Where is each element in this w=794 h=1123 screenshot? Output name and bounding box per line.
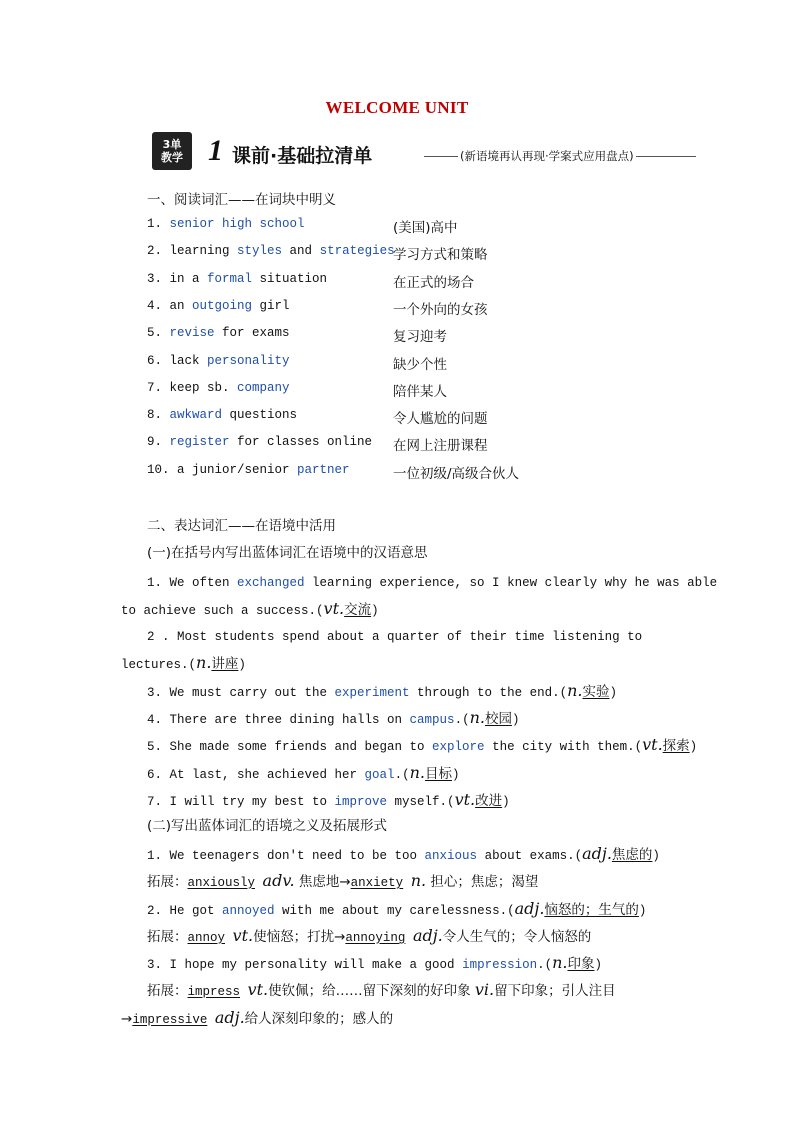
text-run: 7. I will try my best to xyxy=(147,795,335,809)
text-run: lack xyxy=(169,353,208,368)
banner-subtitle xyxy=(424,148,696,164)
keyword: experiment xyxy=(334,686,410,700)
keyword: awkward xyxy=(169,408,223,423)
text-run: vi. xyxy=(474,980,495,999)
item-number: 5. xyxy=(147,326,170,341)
keyword: formal xyxy=(207,271,253,286)
text-run: n. xyxy=(552,953,568,972)
vocab-phrase xyxy=(147,244,395,258)
extension-line xyxy=(147,843,660,863)
keyword: personality xyxy=(207,353,290,368)
vocab-meaning: 令人尴尬的问题 xyxy=(393,411,488,428)
text-run xyxy=(403,876,411,890)
text-run: 令人生气的；令人恼怒的 xyxy=(442,929,592,945)
text-run: to achieve such a success.( xyxy=(121,604,324,618)
sentence-line xyxy=(147,571,717,590)
text-run: for classes online xyxy=(229,435,373,450)
keyword: revise xyxy=(169,326,215,341)
vocab-phrase xyxy=(147,381,290,395)
section2-heading: 二、表达词汇——在语境中活用 xyxy=(147,518,336,534)
text-run xyxy=(225,931,233,945)
text-run: ) xyxy=(511,713,520,727)
vocab-meaning: 在网上注册课程 xyxy=(393,438,488,455)
keyword: register xyxy=(169,435,230,450)
answer-text: impress xyxy=(187,985,241,999)
text-run: 担心；焦虑；渴望 xyxy=(426,874,539,890)
answer-text: 实验 xyxy=(582,684,610,700)
text-run: about exams.( xyxy=(477,849,583,863)
section-banner xyxy=(152,132,712,172)
text-run: vt. xyxy=(232,926,254,945)
text-run: 拓展： xyxy=(147,874,188,890)
text-run: vt. xyxy=(323,599,345,618)
sentence-line-cont xyxy=(121,652,246,672)
text-run: questions xyxy=(222,408,298,423)
answer-text: anxiety xyxy=(350,876,404,890)
keyword: campus xyxy=(409,713,455,727)
extension-line xyxy=(147,898,646,918)
text-run: ) xyxy=(652,849,660,863)
vocab-meaning: (美国)高中 xyxy=(393,220,458,236)
text-run: 焦虑地→ xyxy=(294,874,351,890)
keyword: outgoing xyxy=(192,298,253,313)
section2-sub1: (一)在括号内写出蓝体词汇在语境中的汉语意思 xyxy=(147,545,428,561)
text-run xyxy=(405,931,413,945)
text-run: 3. We must carry out the xyxy=(147,686,335,700)
sentence-line xyxy=(147,680,617,700)
text-run: to xyxy=(619,630,643,644)
banner-subtitle-text: (新语境再认再现·学案式应用盘点) xyxy=(460,149,634,163)
text-run: ) xyxy=(238,658,246,672)
answer-text: 恼怒的；生气的 xyxy=(544,902,639,918)
text-run: learning xyxy=(169,244,238,259)
answer-text: annoy xyxy=(187,931,226,945)
badge-icon xyxy=(152,132,192,170)
text-run: vt. xyxy=(642,735,663,754)
banner-number: 1 xyxy=(208,134,223,167)
sentence-line xyxy=(147,707,519,727)
section2-sub2: (二)写出蓝体词汇的语境之义及拓展形式 xyxy=(147,818,388,834)
keyword: annoyed xyxy=(222,904,275,918)
vocab-phrase xyxy=(147,408,297,422)
text-run: n. xyxy=(410,871,427,890)
text-run: and xyxy=(282,244,320,259)
vocab-phrase xyxy=(147,299,290,313)
text-run: learning experience, so I knew clearly why he was able xyxy=(304,576,718,590)
keyword: exchanged xyxy=(237,576,305,590)
vocab-phrase xyxy=(147,354,290,368)
keyword: explore xyxy=(432,740,485,754)
text-run: n. xyxy=(469,708,485,727)
text-run: .( xyxy=(394,768,410,782)
text-run: ) xyxy=(502,795,510,809)
text-run: situation xyxy=(252,271,328,286)
text-run: the city with them.( xyxy=(484,740,643,754)
page-title: WELCOME UNIT xyxy=(325,98,469,117)
keyword: styles xyxy=(237,244,283,259)
vocab-meaning: 缺少个性 xyxy=(393,356,447,373)
vocab-meaning: 学习方式和策略 xyxy=(393,247,488,264)
vocab-meaning: 复习迎考 xyxy=(393,329,447,346)
item-number: 7. xyxy=(147,380,170,395)
text-run: 4. There are three dining halls on xyxy=(147,713,410,727)
section1-heading: 一、阅读词汇——在词块中明义 xyxy=(147,192,336,208)
extension-line xyxy=(147,952,602,972)
vocab-phrase xyxy=(147,463,350,477)
text-run: ) xyxy=(451,768,460,782)
text-run xyxy=(240,985,248,999)
text-run: 2. He got xyxy=(147,904,223,918)
text-run: n. xyxy=(409,763,425,782)
keyword: improve xyxy=(334,795,388,809)
text-run: .( xyxy=(454,713,470,727)
text-run: ) xyxy=(609,686,617,700)
text-run: 给人深刻印象的；感人的 xyxy=(244,1011,394,1027)
item-number: 6. xyxy=(147,353,170,368)
text-run: adv. xyxy=(262,871,295,890)
text-run: n. xyxy=(567,681,583,700)
item-number: 10. xyxy=(147,462,178,477)
answer-text: 交流 xyxy=(344,602,372,618)
sentence-line-cont xyxy=(121,598,379,618)
text-run: 2 . Most students spend about a quarter of their time xyxy=(147,630,553,644)
text-run: listening xyxy=(552,630,620,644)
answer-text: 目标 xyxy=(424,766,452,782)
text-run: adj. xyxy=(214,1008,245,1027)
item-number: 8. xyxy=(147,408,170,423)
text-run: 6. At last, she achieved her xyxy=(147,768,365,782)
item-number: 2. xyxy=(147,244,170,259)
answer-text: 改进 xyxy=(475,793,503,809)
text-run: vt. xyxy=(454,790,476,809)
sentence-line xyxy=(147,789,510,809)
answer-text: 讲座 xyxy=(211,656,239,672)
vocab-meaning: 陪伴某人 xyxy=(393,383,447,400)
keyword: partner xyxy=(297,462,350,477)
text-run: 3. I hope my personality will make a good xyxy=(147,958,463,972)
keyword: strategies xyxy=(319,244,395,259)
text-run: → xyxy=(121,1011,133,1027)
keyword: high school xyxy=(214,217,305,231)
keyword: impression xyxy=(462,958,538,972)
text-run: ) xyxy=(689,740,698,754)
text-run: 拓展： xyxy=(147,983,188,999)
text-run: adj. xyxy=(514,899,545,918)
text-run: keep sb. xyxy=(169,380,238,395)
answer-text: annoying xyxy=(345,931,406,945)
text-run xyxy=(255,876,263,890)
text-run: ) xyxy=(594,958,602,972)
extension-line xyxy=(147,979,616,999)
text-run: ) xyxy=(638,904,647,918)
text-run: 1. We teenagers don't need to be too xyxy=(147,849,425,863)
text-run: myself.( xyxy=(387,795,455,809)
text-run: 5. She made some friends and began to xyxy=(147,740,433,754)
text-run: an xyxy=(169,298,193,313)
item-number: 3. xyxy=(147,271,170,286)
item-number: 9. xyxy=(147,435,170,450)
text-run: 留下印象；引人注目 xyxy=(494,983,616,999)
answer-text: 印象 xyxy=(567,956,595,972)
text-run: vt. xyxy=(247,980,269,999)
text-run: girl xyxy=(252,298,290,313)
item-number: 4. xyxy=(147,298,170,313)
text-run: n. xyxy=(196,653,212,672)
text-run: adj. xyxy=(412,926,443,945)
vocab-phrase xyxy=(147,272,327,286)
vocab-meaning: 一位初级/高级合伙人 xyxy=(393,465,520,482)
text-run: 使恼怒；打扰→ xyxy=(253,929,346,945)
text-run: through to the end.( xyxy=(409,686,568,700)
badge-line-2: 教学 xyxy=(161,151,183,164)
text-run: with me about my carelessness.( xyxy=(274,904,515,918)
badge-line-1: 3单 xyxy=(162,138,182,151)
banner-title: 课前·基础拉清单 xyxy=(232,145,373,167)
sentence-line xyxy=(147,762,459,782)
text-run: 1. We often xyxy=(147,576,238,590)
vocab-phrase xyxy=(147,435,372,449)
text-run: adj. xyxy=(582,844,612,863)
text-run: ) xyxy=(371,604,379,618)
text-run: in a xyxy=(169,271,208,286)
vocab-phrase xyxy=(147,217,305,231)
text-run: 拓展： xyxy=(147,929,188,945)
text-run: 使钦佩；给……留下深刻的好印象 xyxy=(268,983,475,999)
answer-text: 焦虑的 xyxy=(611,847,653,863)
text-run xyxy=(207,1013,215,1027)
extension-line xyxy=(147,870,538,890)
keyword: goal xyxy=(364,768,395,782)
answer-text: 探索 xyxy=(662,738,690,754)
item-number: 1. xyxy=(147,217,170,231)
extension-line-cont xyxy=(121,1007,393,1027)
text-run: .( xyxy=(537,958,553,972)
sentence-line xyxy=(147,625,642,644)
answer-text: anxiously xyxy=(187,876,256,890)
vocab-meaning: 在正式的场合 xyxy=(393,274,474,291)
vocab-meaning: 一个外向的女孩 xyxy=(393,301,488,318)
sentence-line xyxy=(147,734,697,754)
text-run: a junior/senior xyxy=(177,462,298,477)
text-run: for exams xyxy=(214,326,290,341)
keyword: anxious xyxy=(424,849,478,863)
extension-line xyxy=(147,925,591,945)
answer-text: impressive xyxy=(132,1013,208,1027)
answer-text: 校园 xyxy=(484,711,512,727)
keyword: company xyxy=(237,380,290,395)
text-run: lectures.( xyxy=(121,658,197,672)
keyword: senior xyxy=(169,217,215,231)
vocab-phrase xyxy=(147,326,290,340)
